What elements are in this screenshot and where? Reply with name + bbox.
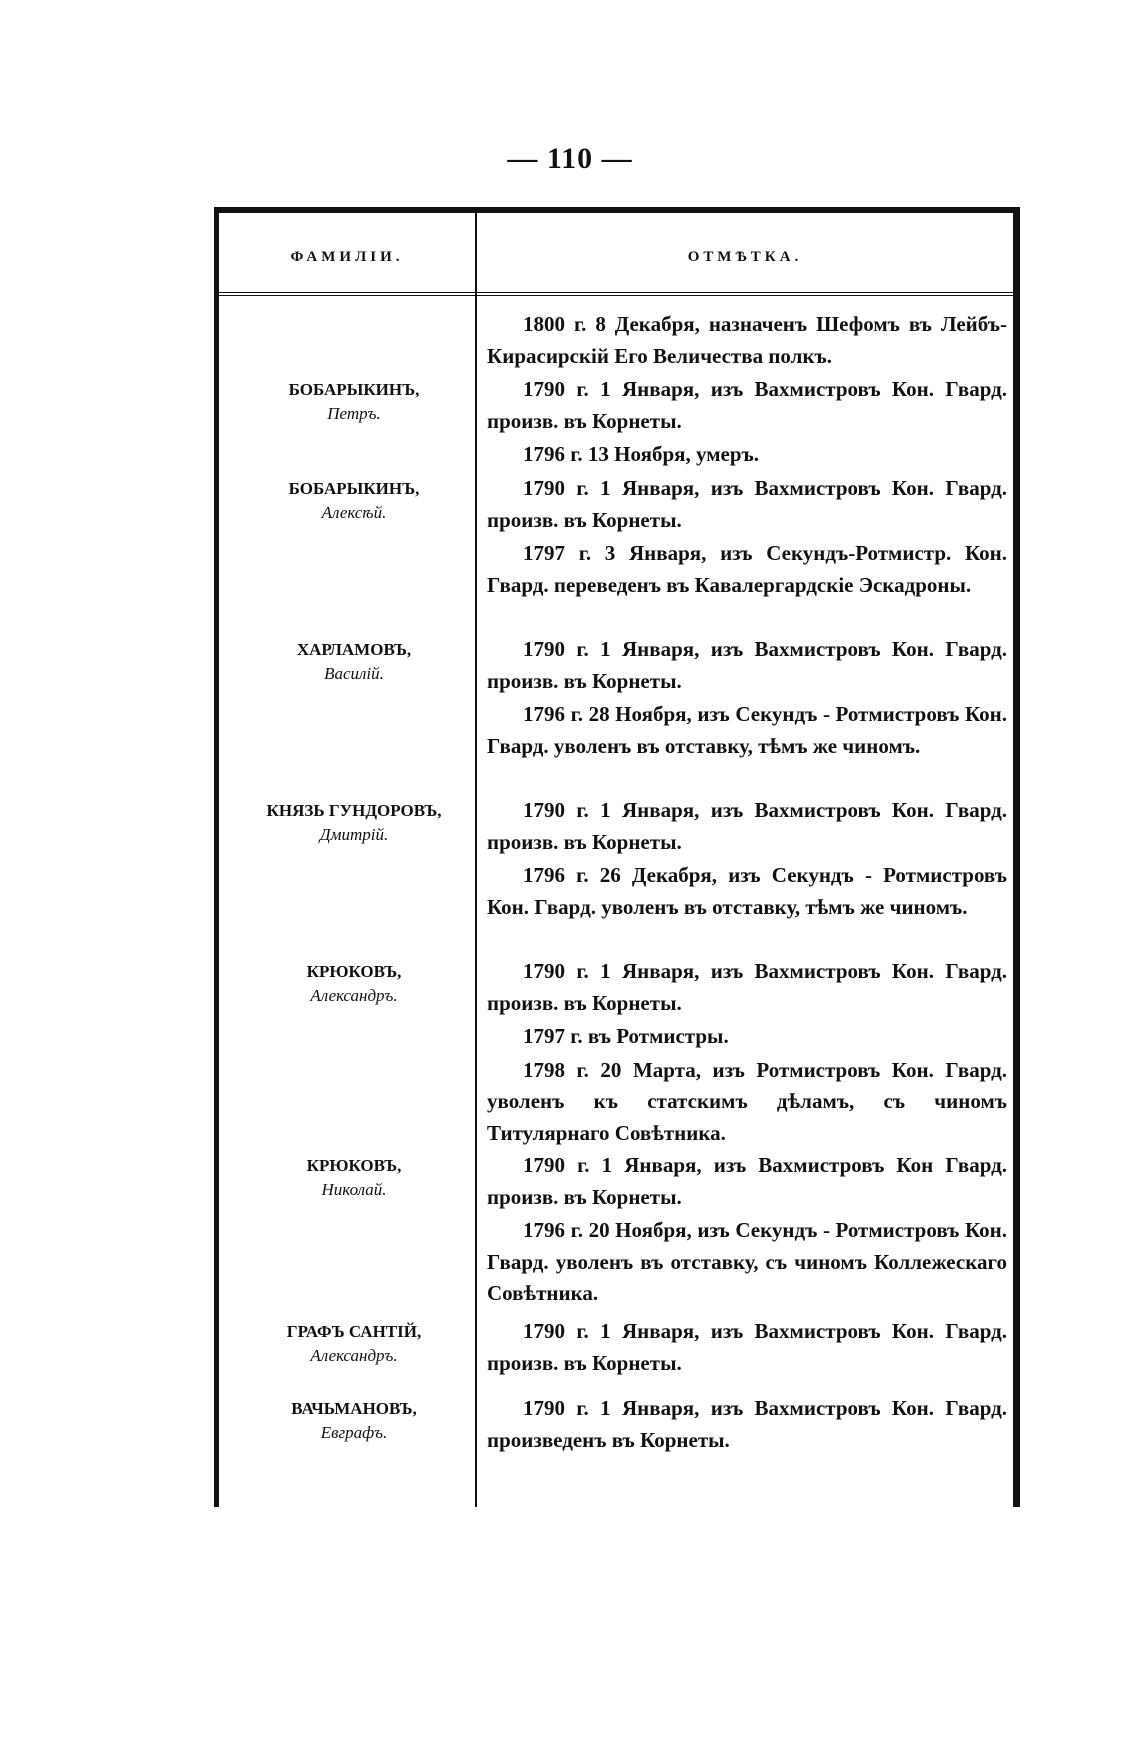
note-entry: 1790 г. 1 Января, изъ Вахмистровъ Кон Гвард. произв. въ Корнеты. [487,1153,1007,1209]
name-cell [219,1320,475,1368]
given-name: Дмитрій. [319,825,389,844]
notes-cell [487,1393,1007,1456]
notes-cell [487,795,1007,923]
name-cell [219,477,475,525]
surname: КНЯЗЬ ГУНДОРОВЪ, [266,801,442,820]
header-notes: ОТМѢТКА. [687,249,803,265]
note-entry: 1796 г. 28 Ноября, изъ Секундъ - Ротмистровъ Кон. Гвард. уволенъ въ отставку, тѣмъ же чиномъ. [487,702,1007,758]
given-name: Евграфъ. [320,1423,388,1442]
surname: БОБАРЫКИНЪ, [288,380,420,399]
note-entry: 1790 г. 1 Января, изъ Вахмистровъ Кон. Гвард. произв. въ Корнеты. [487,476,1007,532]
header-names: ФАМИЛІИ. [290,249,404,265]
notes-cell [487,374,1007,471]
note-entry: 1800 г. 8 Декабря, назначенъ Шефомъ въ Лейбъ-Кирасирскій Его Величества полкъ. [487,312,1007,368]
surname: БОБАРЫКИНЪ, [288,479,420,498]
given-name: Александръ. [310,1346,398,1365]
notes-cell [487,1316,1007,1379]
given-name: Александръ. [310,986,398,1005]
header-rule [219,292,1013,296]
given-name: Николай. [321,1180,387,1199]
name-cell [219,1154,475,1202]
surname: КРЮКОВЪ, [306,962,402,981]
note-entry: 1790 г. 1 Января, изъ Вахмистровъ Кон. Гвард. произв. въ Корнеты. [487,798,1007,854]
roster-table [214,207,1020,1507]
name-cell [219,638,475,686]
name-cell [219,799,475,847]
page-number: — 110 — [507,142,633,175]
note-entry: 1798 г. 20 Марта, изъ Ротмистровъ Кон. Гвард. уволенъ къ статскимъ дѣламъ, съ чиномъ Титулярнаго Совѣтника. [487,1057,1007,1145]
note-entry: 1790 г. 1 Января, изъ Вахмистровъ Кон. Гвард. произв. въ Корнеты. [487,1319,1007,1375]
notes-cell [487,473,1007,601]
surname: ВАЧЬМАНОВЪ, [291,1399,417,1418]
note-entry: 1797 г. въ Ротмистры. [523,1024,729,1048]
note-entry: 1790 г. 1 Января, изъ Вахмистровъ Кон. Гвард. произв. въ Корнеты. [487,377,1007,433]
name-cell [219,960,475,1008]
notes-cell [487,1150,1007,1310]
notes-cell [487,309,1007,372]
note-entry: 1790 г. 1 Января, изъ Вахмистровъ Кон. Гвард. произв. въ Корнеты. [487,637,1007,693]
note-entry: 1797 г. 3 Января, изъ Секундъ-Ротмистр. Кон. Гвард. переведенъ въ Кавалергардскіе Эскадроны. [487,541,1007,597]
note-entry: 1796 г. 26 Декабря, изъ Секундъ - Ротмистровъ Кон. Гвард. уволенъ въ отставку, тѣмъ же чиномъ. [487,863,1007,919]
surname: ХАРЛАМОВЪ, [296,640,412,659]
note-entry: 1796 г. 20 Ноября, изъ Секундъ - Ротмистровъ Кон. Гвард. уволенъ въ отставку, съ чиномъ Коллежескаго Совѣтника. [487,1218,1007,1305]
notes-cell [487,956,1007,1149]
note-entry: 1790 г. 1 Января, изъ Вахмистровъ Кон. Гвард. произв. въ Корнеты. [487,959,1007,1015]
given-name: Алексѣй. [321,503,387,522]
column-divider [475,213,477,1507]
given-name: Петръ. [327,404,381,423]
name-cell [219,378,475,426]
surname: ГРАФЪ САНТІЙ, [286,1322,422,1341]
surname: КРЮКОВЪ, [306,1156,402,1175]
given-name: Василій. [324,664,384,683]
note-entry: 1790 г. 1 Января, изъ Вахмистровъ Кон. Гвард. произведенъ въ Корнеты. [487,1396,1007,1452]
notes-cell [487,634,1007,762]
name-cell [219,1397,475,1445]
note-entry: 1796 г. 13 Ноября, умеръ. [523,442,760,466]
